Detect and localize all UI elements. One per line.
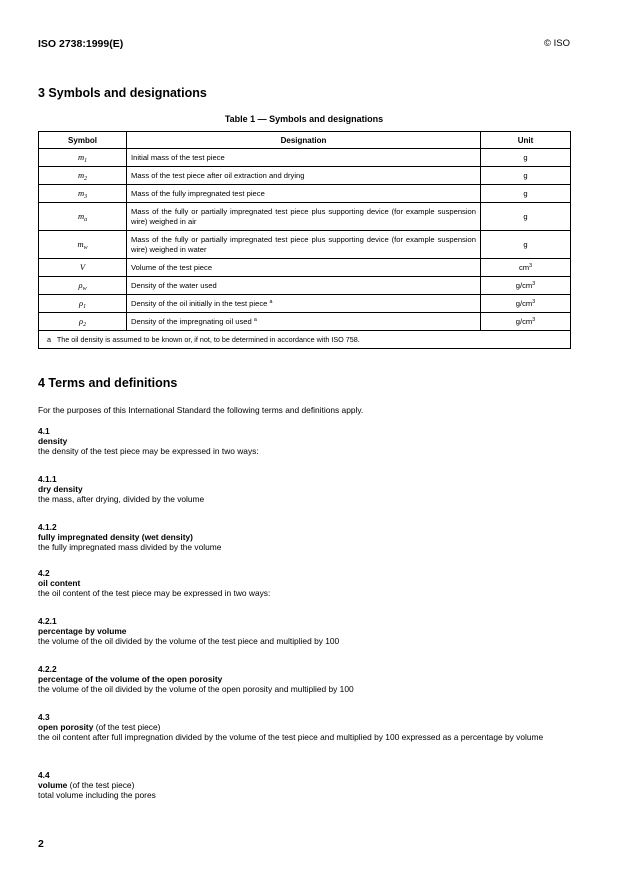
term-number: 4.2.2 xyxy=(38,664,57,674)
term-number: 4.1 xyxy=(38,426,50,436)
term-heading xyxy=(38,780,570,790)
term-definition: the oil content after full impregnation divided by the volume of the test piece and multiplied by 100 expressed as a percentage by volume xyxy=(38,732,544,742)
designation-cell: Mass of the test piece after oil extraction and drying xyxy=(127,167,481,185)
term-entry xyxy=(38,522,570,552)
table-row xyxy=(39,149,571,167)
unit-cell: $g/cm^3$ xyxy=(481,295,571,313)
designation-cell: Initial mass of the test piece xyxy=(127,149,481,167)
table-footnote xyxy=(39,331,571,349)
designation-cell: Mass of the fully impregnated test piece xyxy=(127,185,481,203)
table-row xyxy=(39,185,571,203)
term-number: 4.3 xyxy=(38,712,50,722)
designation-cell: Volume of the test piece xyxy=(127,259,481,277)
designation-cell: Mass of the fully or partially impregnated test piece plus supporting device (for example suspension wire) weighed in water xyxy=(127,231,481,259)
term-number: 4.2 xyxy=(38,568,50,578)
term-qualifier: (of the test piece) xyxy=(93,722,161,732)
designation-cell: Density of the impregnating oil used $^a$ xyxy=(127,313,481,331)
term-entry xyxy=(38,664,570,694)
term-number: 4.4 xyxy=(38,770,50,780)
table-row xyxy=(39,313,571,331)
column-header-unit: Unit xyxy=(481,132,571,149)
term-entry xyxy=(38,712,570,742)
term-definition: total volume including the pores xyxy=(38,790,156,800)
term-definition: the volume of the oil divided by the volume of the test piece and multiplied by 100 xyxy=(38,636,340,646)
unit-cell: g xyxy=(481,185,571,203)
term-definition: the fully impregnated mass divided by the volume xyxy=(38,542,222,552)
term-name: open porosity xyxy=(38,722,94,732)
column-header-designation: Designation xyxy=(127,132,481,149)
symbol-cell: $m_a$ xyxy=(39,203,127,231)
symbols-table xyxy=(38,131,571,349)
symbol-cell: $m_1$ xyxy=(39,149,127,167)
term-heading xyxy=(38,532,570,542)
term-entry xyxy=(38,474,570,504)
unit-cell: g xyxy=(481,167,571,185)
footnote-text: The oil density is assumed to be known or, if not, to be determined in accordance with ISO 758. xyxy=(56,335,360,344)
term-name: density xyxy=(38,436,68,446)
symbol-cell: $m_3$ xyxy=(39,185,127,203)
designation-cell: Density of the water used xyxy=(127,277,481,295)
term-name: dry density xyxy=(38,484,83,494)
section-3-heading: 3 Symbols and designations xyxy=(38,86,207,100)
term-name: percentage by volume xyxy=(38,626,127,636)
symbol-cell: $\rho_1$ xyxy=(39,295,127,313)
symbol-cell: V xyxy=(39,259,127,277)
term-name: fully impregnated density (wet density) xyxy=(38,532,193,542)
term-heading xyxy=(38,722,570,732)
copyright-notice: © ISO xyxy=(543,38,570,49)
section-4-heading: 4 Terms and definitions xyxy=(38,376,178,390)
symbol-cell: $\rho_2$ xyxy=(39,313,127,331)
unit-cell: g xyxy=(481,231,571,259)
symbol-cell: $\rho_w$ xyxy=(39,277,127,295)
unit-cell: g xyxy=(481,203,571,231)
unit-cell: $g/cm^3$ xyxy=(481,277,571,295)
term-name: percentage of the volume of the open porosity xyxy=(38,674,223,684)
table-row xyxy=(39,231,571,259)
term-number: 4.1.1 xyxy=(38,474,57,484)
term-qualifier: (of the test piece) xyxy=(67,780,135,790)
term-heading xyxy=(38,436,570,446)
term-definition: the density of the test piece may be expressed in two ways: xyxy=(38,446,259,456)
unit-cell: $g/cm^3$ xyxy=(481,313,571,331)
designation-cell: Mass of the fully or partially impregnated test piece plus supporting device (for example suspension wire) weighed in air xyxy=(127,203,481,231)
unit-cell: g xyxy=(481,149,571,167)
term-number: 4.2.1 xyxy=(38,616,57,626)
term-heading xyxy=(38,626,570,636)
term-definition: the oil content of the test piece may be expressed in two ways: xyxy=(38,588,271,598)
symbol-cell: $m_w$ xyxy=(39,231,127,259)
designation-cell: Density of the oil initially in the test piece $^a$ xyxy=(127,295,481,313)
term-definition: the mass, after drying, divided by the volume xyxy=(38,494,205,504)
term-number: 4.1.2 xyxy=(38,522,57,532)
column-header-symbol: Symbol xyxy=(39,132,127,149)
term-entry xyxy=(38,568,570,598)
term-definition: the volume of the oil divided by the volume of the open porosity and multiplied by 100 xyxy=(38,684,354,694)
unit-cell: $cm^3$ xyxy=(481,259,571,277)
table-row xyxy=(39,295,571,313)
table-row xyxy=(39,167,571,185)
symbol-cell: $m_2$ xyxy=(39,167,127,185)
footnote-marker: a xyxy=(47,335,51,344)
term-entry xyxy=(38,616,570,646)
table-row xyxy=(39,277,571,295)
term-name: oil content xyxy=(38,578,81,588)
table-row xyxy=(39,259,571,277)
term-entry xyxy=(38,426,570,456)
document-id: ISO 2738:1999(E) xyxy=(38,38,124,50)
term-entry xyxy=(38,770,570,800)
term-heading xyxy=(38,578,570,588)
term-heading xyxy=(38,674,570,684)
table-row xyxy=(39,203,571,231)
term-heading xyxy=(38,484,570,494)
section-4-intro: For the purposes of this International Standard the following terms and definitions apply. xyxy=(38,405,364,415)
page-number: 2 xyxy=(38,838,44,850)
term-name: volume xyxy=(38,780,68,790)
table-caption: Table 1 — Symbols and designations xyxy=(224,114,384,124)
